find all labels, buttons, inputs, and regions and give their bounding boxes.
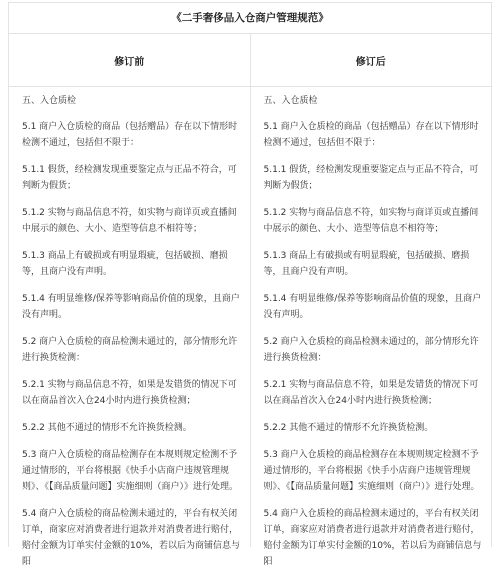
column-header-before: 修订前 (114, 56, 145, 68)
clause-5-2: 5.2 商户入仓质检的商品检测未通过的，部分情形允许进行换货检测： (22, 337, 238, 363)
clause-5-1-4: 5.1.4 有明显维修/保养等影响商品价值的现象，且商户没有声明。 (22, 294, 240, 320)
clause-5-1-1: 5.1.1 假货，经检测发现重要鉴定点与正品不符合，可判断为假货； (263, 165, 479, 191)
clause-5-4: 5.4 商户入仓质检的商品检测未通过的，平台有权关闭订单，商家应对消费者进行退款并对消费者进行赔付，赔付金额为订单实付金额的10%，若以后为商铺信息与阳 (22, 509, 241, 567)
column-header-after: 修订后 (250, 34, 492, 86)
comparison-body-row (9, 87, 491, 567)
clause-5-2-2: 5.2.2 其他不通过的情形不允许换货检测。 (22, 423, 192, 433)
clause-5-1: 5.1 商户入仓质检的商品（包括赠品）存在以下情形时检测不通过，包括但不限于： (263, 122, 479, 148)
document-title: 《二手奢侈品入仓商户管理规范》 (9, 3, 491, 34)
before-column (9, 87, 250, 567)
clause-5-3: 5.3 商户入仓质检的商品检测存在本规则规定检测不予通过情形的，平台将根据《快手小店商户违规管理规则》、《【商品质量问题】实施细则（商户）》进行处理。 (263, 450, 480, 492)
clause-5-4: 5.4 商户入仓质检的商品检测未通过的，平台有权关闭订单，商家应对消费者进行退款并对消费者进行赔付，赔付金额为订单实付金额的10%，若以后为商铺信息与阳 (263, 509, 482, 567)
clause-5-2-1: 5.2.1 实物与商品信息不符，如果是发错货的情况下可以在商品首次入仓24小时内进行换货检测； (22, 380, 237, 406)
clause-5-1: 5.1 商户入仓质检的商品（包括赠品）存在以下情形时检测不通过，包括但不限于： (22, 122, 238, 148)
clause-5-1-4: 5.1.4 有明显维修/保养等影响商品价值的现象，且商户没有声明。 (263, 294, 482, 320)
section-heading: 五、入仓质检 (22, 96, 77, 106)
clause-5-3: 5.3 商户入仓质检的商品检测存在本规则规定检测不予通过情形的，平台将根据《快手小店商户违规管理规则》、《【商品质量问题】实施细则（商户）》进行处理。 (22, 450, 239, 492)
clause-5-1-2: 5.1.2 实物与商品信息不符，如实物与商详页或直播间中展示的颜色、大小、造型等信息不相符等； (263, 208, 479, 234)
section-heading: 五、入仓质检 (263, 96, 318, 106)
clause-5-2: 5.2 商户入仓质检的商品检测未通过的，部分情形允许进行换货检测： (263, 337, 479, 363)
clause-5-2-1: 5.2.1 实物与商品信息不符，如果是发错货的情况下可以在商品首次入仓24小时内进行换货检测； (263, 380, 479, 406)
after-column (250, 87, 492, 567)
regulation-document (8, 2, 492, 567)
clause-5-1-3: 5.1.3 商品上有破损或有明显瑕疵，包括破损、磨损等，且商户没有声明。 (22, 251, 228, 277)
clause-5-2-2: 5.2.2 其他不通过的情形不允许换货检测。 (263, 423, 434, 433)
clause-5-1-2: 5.1.2 实物与商品信息不符，如实物与商详页或直播间中展示的颜色、大小、造型等信息不相符等； (22, 208, 237, 234)
clause-5-1-3: 5.1.3 商品上有破损或有明显瑕疵，包括破损、磨损等，且商户没有声明。 (263, 251, 470, 277)
clause-5-1-1: 5.1.1 假货，经检测发现重要鉴定点与正品不符合，可判断为假货； (22, 165, 237, 191)
column-header-row (9, 34, 491, 87)
